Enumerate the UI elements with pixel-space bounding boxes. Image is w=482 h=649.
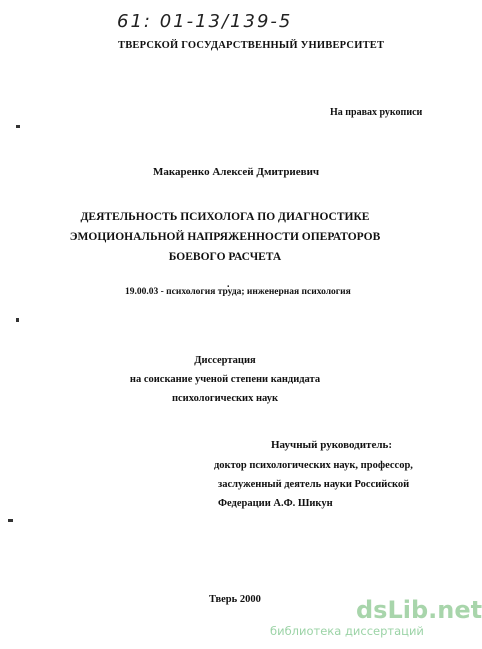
scan-speck (16, 318, 19, 322)
specialty-code: 19.00.03 - психология труда; инженерная психология (125, 287, 351, 297)
title-line: БОЕВОГО РАСЧЕТА (168, 251, 282, 263)
supervisor-heading: Научный руководитель: (271, 439, 392, 451)
supervisor-line: заслуженный деятель науки Российской (218, 479, 410, 490)
degree-line: на соискание ученой степени кандидата (129, 374, 321, 385)
city-year: Тверь 2000 (209, 594, 261, 605)
title-line: ДЕЯТЕЛЬНОСТЬ ПСИХОЛОГА ПО ДИАГНОСТИКЕ (80, 211, 370, 223)
university-name: ТВЕРСКОЙ ГОСУДАРСТВЕННЫЙ УНИВЕРСИТЕТ (118, 40, 385, 51)
degree-line: психологических наук (171, 393, 279, 404)
supervisor-line: Федерации А.Ф. Шикун (218, 498, 333, 509)
watermark-logo: dsLib.net (356, 596, 482, 624)
degree-line: Диссертация (194, 355, 256, 366)
dissertation-degree-block (0, 351, 450, 408)
dot-mark: . (227, 279, 230, 290)
scan-speck (16, 125, 20, 128)
author-name: Макаренко Алексей Дмитриевич (153, 166, 320, 178)
title-line: ЭМОЦИОНАЛЬНОЙ НАПРЯЖЕННОСТИ ОПЕРАТОРОВ (69, 231, 381, 243)
scan-speck (8, 519, 13, 522)
supervisor-line: доктор психологических наук, профессор, (214, 460, 413, 471)
handwritten-catalog-code: 61: 01-13/139-5 (117, 11, 293, 32)
watermark-tagline: библиотека диссертаций (270, 624, 424, 638)
dissertation-title (0, 207, 450, 267)
manuscript-rights-note: На правах рукописи (330, 107, 423, 118)
